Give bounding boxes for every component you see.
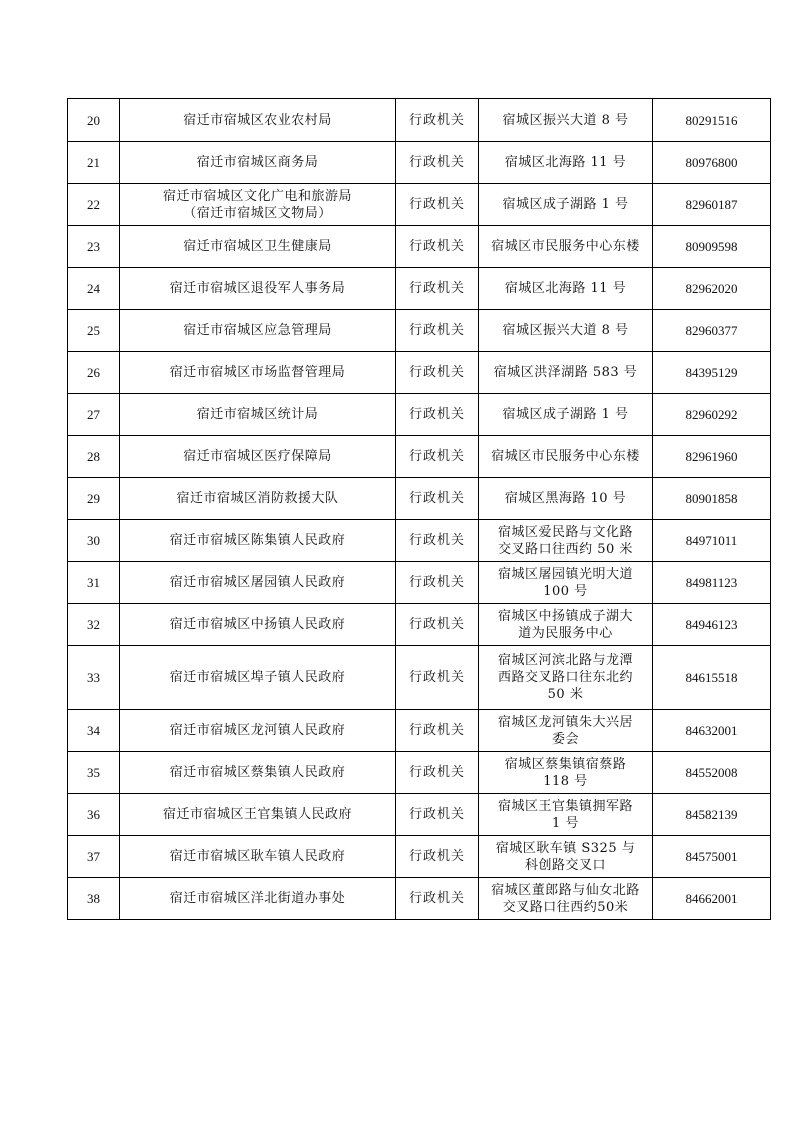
row-number-cell: 34 (68, 710, 120, 752)
address-cell (479, 794, 653, 836)
table-row (68, 646, 771, 710)
organization-type-cell: 行政机关 (396, 268, 479, 310)
phone-cell: 84662001 (653, 878, 771, 920)
table-row (68, 794, 771, 836)
row-number-cell: 37 (68, 836, 120, 878)
organization-type-cell: 行政机关 (396, 520, 479, 562)
address-cell-line: 宿城区黑海路 10 号 (504, 491, 627, 506)
phone-cell: 84552008 (653, 752, 771, 794)
address-cell (479, 394, 653, 436)
table-row (68, 268, 771, 310)
organization-name-cell-line: 宿迁市宿城区蔡集镇人民政府 (169, 765, 346, 780)
organization-name-cell-line: 宿迁市宿城区洋北街道办事处 (169, 891, 346, 906)
table-row (68, 604, 771, 646)
address-cell (479, 310, 653, 352)
table-row (68, 836, 771, 878)
organization-name-cell-line: 宿迁市宿城区陈集镇人民政府 (169, 533, 346, 548)
organization-name-cell (120, 142, 396, 184)
address-cell-line: 交叉路口往西约 50 米 (498, 541, 633, 557)
row-number-cell: 33 (68, 646, 120, 710)
phone-cell: 80291516 (653, 99, 771, 142)
row-number-cell: 23 (68, 226, 120, 268)
organization-type-cell: 行政机关 (396, 710, 479, 752)
address-cell-line: 宿城区爱民路与文化路 (497, 524, 633, 540)
address-cell-line: 宿城区洪泽湖路 583 号 (493, 365, 638, 380)
organization-name-cell (120, 646, 396, 710)
table-row (68, 436, 771, 478)
address-cell-line: 宿城区市民服务中心东楼 (491, 449, 640, 464)
table-row (68, 310, 771, 352)
address-cell-line: 50 米 (547, 687, 584, 702)
address-cell (479, 226, 653, 268)
organization-name-cell-line: 宿迁市宿城区王官集镇人民政府 (162, 807, 352, 822)
organization-name-cell (120, 478, 396, 520)
organization-name-cell-line: 宿迁市宿城区消防救援大队 (176, 491, 339, 506)
organization-name-cell-line: 宿迁市宿城区埠子镇人民政府 (169, 670, 346, 685)
address-cell-line: 宿城区北海路 11 号 (504, 281, 627, 296)
organization-name-cell-line: 宿迁市宿城区耿车镇人民政府 (169, 849, 346, 864)
phone-cell: 84615518 (653, 646, 771, 710)
organization-type-cell: 行政机关 (396, 436, 479, 478)
organization-name-cell (120, 710, 396, 752)
address-cell-line: 科创路交叉口 (524, 857, 606, 873)
address-cell-line: 100 号 (543, 583, 588, 599)
address-cell-line: 道为民服务中心 (518, 625, 613, 641)
table-row (68, 478, 771, 520)
organization-name-cell (120, 268, 396, 310)
organization-type-cell: 行政机关 (396, 752, 479, 794)
phone-cell: 84582139 (653, 794, 771, 836)
address-cell-line: 委会 (551, 731, 579, 747)
organization-type-cell: 行政机关 (396, 142, 479, 184)
address-cell-line: 宿城区龙河镇朱大兴居 (497, 714, 633, 730)
table-row (68, 752, 771, 794)
organization-name-cell-line: 宿迁市宿城区统计局 (196, 407, 319, 422)
address-cell-line: 宿城区蔡集镇宿蔡路 (504, 756, 627, 772)
table-row (68, 184, 771, 226)
address-cell-line: 1 号 (552, 815, 579, 831)
organization-name-cell (120, 99, 396, 142)
organization-name-cell-line: 宿迁市宿城区屠园镇人民政府 (169, 575, 346, 590)
row-number-cell: 38 (68, 878, 120, 920)
organization-type-cell: 行政机关 (396, 794, 479, 836)
organization-name-cell (120, 226, 396, 268)
table-row (68, 878, 771, 920)
address-cell (479, 184, 653, 226)
address-cell (479, 562, 653, 604)
row-number-cell: 30 (68, 520, 120, 562)
row-number-cell: 20 (68, 99, 120, 142)
address-cell-line: 宿城区屠园镇光明大道 (497, 566, 633, 582)
address-cell-line: 宿城区北海路 11 号 (504, 155, 627, 170)
organization-name-cell-line: 宿迁市宿城区市场监督管理局 (169, 365, 346, 380)
organization-type-cell: 行政机关 (396, 604, 479, 646)
organization-name-cell (120, 878, 396, 920)
organization-type-cell: 行政机关 (396, 226, 479, 268)
organization-name-cell (120, 184, 396, 226)
address-cell (479, 878, 653, 920)
organization-name-cell (120, 604, 396, 646)
address-cell (479, 710, 653, 752)
phone-cell: 82962020 (653, 268, 771, 310)
address-cell-line: 宿城区董郎路与仙女北路 (491, 882, 640, 898)
address-cell-line: 宿城区振兴大道 8 号 (502, 323, 629, 338)
row-number-cell: 32 (68, 604, 120, 646)
table-row (68, 520, 771, 562)
organization-type-cell: 行政机关 (396, 352, 479, 394)
row-number-cell: 25 (68, 310, 120, 352)
phone-cell: 80976800 (653, 142, 771, 184)
table-body (68, 99, 771, 920)
organization-name-cell-line: 宿迁市宿城区文化广电和旅游局 (162, 188, 352, 204)
organization-name-cell (120, 394, 396, 436)
organization-name-cell-line: 宿迁市宿城区退役军人事务局 (169, 281, 346, 296)
organization-type-cell: 行政机关 (396, 184, 479, 226)
organization-name-cell-line: 宿迁市宿城区卫生健康局 (183, 239, 332, 254)
row-number-cell: 29 (68, 478, 120, 520)
table-row (68, 226, 771, 268)
row-number-cell: 24 (68, 268, 120, 310)
address-cell-line: 宿城区河滨北路与龙潭 (497, 653, 633, 668)
row-number-cell: 35 (68, 752, 120, 794)
phone-cell: 84395129 (653, 352, 771, 394)
address-cell-line: 宿城区中扬镇成子湖大 (497, 608, 633, 624)
address-cell (479, 478, 653, 520)
address-cell (479, 836, 653, 878)
address-cell (479, 99, 653, 142)
table-row (68, 394, 771, 436)
row-number-cell: 31 (68, 562, 120, 604)
row-number-cell: 22 (68, 184, 120, 226)
phone-cell: 80901858 (653, 478, 771, 520)
organization-type-cell: 行政机关 (396, 310, 479, 352)
address-cell-line: 宿城区王官集镇拥军路 (497, 798, 633, 814)
organization-type-cell: 行政机关 (396, 878, 479, 920)
address-cell-line: 宿城区振兴大道 8 号 (502, 112, 629, 128)
row-number-cell: 26 (68, 352, 120, 394)
organization-type-cell: 行政机关 (396, 478, 479, 520)
organization-name-cell-line: 宿迁市宿城区医疗保障局 (183, 449, 332, 464)
address-cell (479, 520, 653, 562)
address-cell (479, 646, 653, 710)
organization-type-cell: 行政机关 (396, 646, 479, 710)
table-row (68, 710, 771, 752)
organization-name-cell-line: （宿迁市宿城区文物局） (183, 205, 332, 221)
table-row (68, 562, 771, 604)
table-row (68, 142, 771, 184)
phone-cell: 84946123 (653, 604, 771, 646)
organization-name-cell (120, 562, 396, 604)
organization-name-cell-line: 宿迁市宿城区中扬镇人民政府 (169, 617, 346, 632)
address-cell (479, 352, 653, 394)
table-row (68, 99, 771, 142)
organization-name-cell (120, 520, 396, 562)
organization-name-cell (120, 436, 396, 478)
address-cell-line: 宿城区耿车镇 S325 与 (495, 840, 636, 856)
organization-type-cell: 行政机关 (396, 99, 479, 142)
table-row (68, 352, 771, 394)
row-number-cell: 28 (68, 436, 120, 478)
phone-cell: 84632001 (653, 710, 771, 752)
phone-cell: 82960187 (653, 184, 771, 226)
phone-cell: 82961960 (653, 436, 771, 478)
phone-cell: 80909598 (653, 226, 771, 268)
organization-name-cell-line: 宿迁市宿城区应急管理局 (183, 323, 332, 338)
organization-name-cell (120, 794, 396, 836)
organization-type-cell: 行政机关 (396, 562, 479, 604)
address-cell-line: 交叉路口往西约50米 (502, 899, 629, 915)
address-cell (479, 604, 653, 646)
row-number-cell: 36 (68, 794, 120, 836)
row-number-cell: 21 (68, 142, 120, 184)
address-cell (479, 752, 653, 794)
organization-name-cell (120, 836, 396, 878)
address-cell-line: 宿城区市民服务中心东楼 (491, 239, 640, 254)
address-cell-line: 宿城区成子湖路 1 号 (502, 197, 629, 212)
address-cell (479, 142, 653, 184)
address-cell-line: 118 号 (543, 773, 588, 789)
organization-name-cell-line: 宿迁市宿城区商务局 (196, 155, 319, 170)
address-cell (479, 268, 653, 310)
organization-table (67, 98, 771, 920)
address-cell (479, 436, 653, 478)
organization-type-cell: 行政机关 (396, 394, 479, 436)
organization-name-cell (120, 352, 396, 394)
organization-name-cell-line: 宿迁市宿城区龙河镇人民政府 (169, 723, 346, 738)
address-cell-line: 西路交叉路口往东北约 (497, 670, 633, 685)
organization-type-cell: 行政机关 (396, 836, 479, 878)
phone-cell: 84971011 (653, 520, 771, 562)
phone-cell: 82960377 (653, 310, 771, 352)
organization-name-cell (120, 310, 396, 352)
phone-cell: 82960292 (653, 394, 771, 436)
organization-name-cell-line: 宿迁市宿城区农业农村局 (183, 112, 332, 128)
phone-cell: 84575001 (653, 836, 771, 878)
phone-cell: 84981123 (653, 562, 771, 604)
row-number-cell: 27 (68, 394, 120, 436)
address-cell-line: 宿城区成子湖路 1 号 (502, 407, 629, 422)
organization-name-cell (120, 752, 396, 794)
